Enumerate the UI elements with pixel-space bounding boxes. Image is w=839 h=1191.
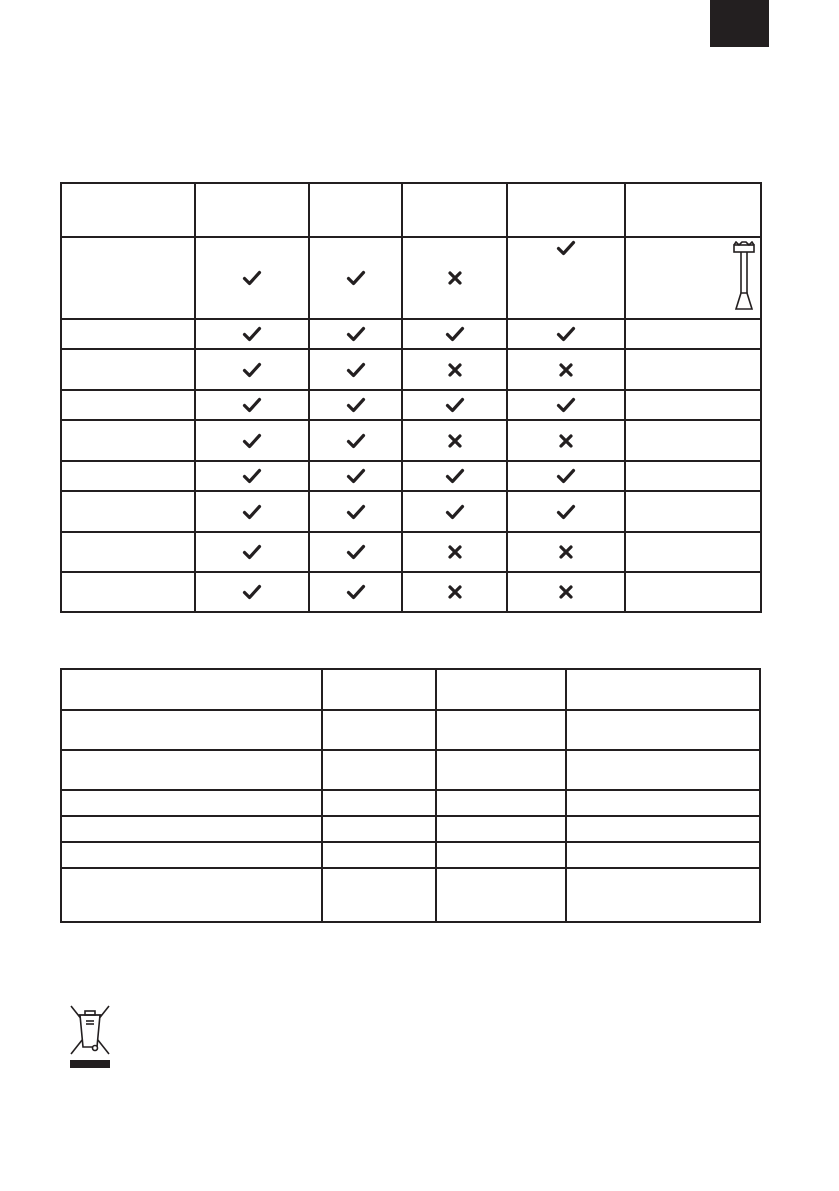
compat-cell: [507, 572, 625, 612]
compat-cell: [402, 319, 507, 349]
specs-cell: [436, 710, 566, 750]
compat-cell: [625, 237, 761, 319]
cross-icon: [445, 542, 465, 562]
compat-cell: [625, 319, 761, 349]
compat-row: [61, 491, 761, 532]
compat-row: [61, 420, 761, 461]
specs-cell: [322, 790, 436, 816]
specs-cell: [436, 669, 566, 710]
specs-cell: [566, 842, 760, 868]
specs-cell: [61, 842, 322, 868]
compat-cell: [61, 491, 195, 532]
compat-cell: [61, 532, 195, 572]
specs-cell: [322, 710, 436, 750]
compat-cell: [195, 461, 309, 491]
check-icon: [242, 582, 262, 602]
attachment-compatibility-table: [60, 182, 762, 613]
check-icon: [242, 502, 262, 522]
compat-cell: [507, 349, 625, 390]
specs-cell: [61, 816, 322, 842]
check-icon: [242, 431, 262, 451]
check-icon: [445, 466, 465, 486]
compat-row: [61, 319, 761, 349]
check-icon: [346, 431, 366, 451]
specs-row: [61, 816, 760, 842]
specs-row: [61, 750, 760, 790]
compat-cell: [625, 420, 761, 461]
compat-cell: [61, 183, 195, 237]
compat-cell: [309, 572, 402, 612]
compat-row: [61, 390, 761, 420]
compat-cell: [195, 491, 309, 532]
check-icon: [346, 268, 366, 288]
compat-cell: [195, 183, 309, 237]
compat-cell: [507, 491, 625, 532]
weee-crossed-bin-icon: [68, 1004, 112, 1068]
check-icon: [242, 324, 262, 344]
compat-cell: [402, 461, 507, 491]
specs-cell: [566, 790, 760, 816]
compat-cell: [625, 532, 761, 572]
compat-cell: [309, 319, 402, 349]
compat-cell: [61, 237, 195, 319]
check-icon: [556, 395, 576, 415]
specs-row: [61, 790, 760, 816]
compat-cell: [402, 491, 507, 532]
cross-icon: [445, 268, 465, 288]
compat-cell: [309, 491, 402, 532]
compat-cell: [507, 237, 625, 319]
specs-cell: [61, 669, 322, 710]
specs-cell: [436, 868, 566, 922]
compat-cell: [61, 461, 195, 491]
compat-cell: [61, 420, 195, 461]
check-icon: [556, 238, 576, 258]
compat-cell: [402, 532, 507, 572]
compat-cell: [61, 319, 195, 349]
compat-cell: [402, 183, 507, 237]
specs-cell: [566, 750, 760, 790]
compat-row: [61, 572, 761, 612]
compat-cell: [309, 183, 402, 237]
compat-cell: [507, 420, 625, 461]
specs-cell: [322, 669, 436, 710]
compat-cell: [507, 183, 625, 237]
compat-cell: [195, 420, 309, 461]
compat-cell: [507, 390, 625, 420]
specs-cell: [566, 710, 760, 750]
specifications-table: [60, 668, 761, 923]
specs-row: [61, 842, 760, 868]
specs-cell: [322, 842, 436, 868]
check-icon: [242, 360, 262, 380]
specs-cell: [322, 750, 436, 790]
specs-cell: [566, 669, 760, 710]
compat-cell: [625, 390, 761, 420]
compat-cell: [309, 237, 402, 319]
compat-cell: [625, 572, 761, 612]
cross-icon: [556, 542, 576, 562]
specs-cell: [322, 816, 436, 842]
compat-cell: [625, 183, 761, 237]
compat-cell: [195, 319, 309, 349]
compat-cell: [309, 420, 402, 461]
compat-cell: [195, 532, 309, 572]
language-tab: [710, 0, 769, 47]
specs-cell: [61, 710, 322, 750]
specs-header-row: [61, 669, 760, 710]
stick-blender-icon: [732, 241, 756, 313]
specs-cell: [436, 750, 566, 790]
cross-icon: [445, 360, 465, 380]
compat-cell: [195, 349, 309, 390]
check-icon: [346, 466, 366, 486]
compat-cell: [507, 461, 625, 491]
compat-cell: [61, 390, 195, 420]
compat-cell: [625, 461, 761, 491]
check-icon: [445, 395, 465, 415]
specs-cell: [436, 842, 566, 868]
check-icon: [242, 542, 262, 562]
specs-cell: [61, 868, 322, 922]
compat-cell: [402, 390, 507, 420]
check-icon: [242, 268, 262, 288]
compat-cell: [507, 319, 625, 349]
compat-cell: [309, 532, 402, 572]
specs-cell: [566, 816, 760, 842]
compat-cell: [402, 349, 507, 390]
check-icon: [556, 324, 576, 344]
compat-cell: [195, 390, 309, 420]
specs-cell: [436, 790, 566, 816]
compat-row: [61, 532, 761, 572]
compat-cell: [402, 237, 507, 319]
compat-cell: [507, 532, 625, 572]
check-icon: [346, 360, 366, 380]
compat-cell: [195, 572, 309, 612]
check-icon: [346, 395, 366, 415]
cross-icon: [445, 582, 465, 602]
check-icon: [445, 324, 465, 344]
check-icon: [346, 324, 366, 344]
compat-cell: [61, 572, 195, 612]
compat-row: [61, 349, 761, 390]
cross-icon: [556, 582, 576, 602]
check-icon: [346, 502, 366, 522]
compat-cell: [402, 420, 507, 461]
compat-row: [61, 237, 761, 319]
compat-row: [61, 461, 761, 491]
specs-cell: [436, 816, 566, 842]
cross-icon: [556, 431, 576, 451]
check-icon: [242, 395, 262, 415]
compat-cell: [625, 491, 761, 532]
cross-icon: [556, 360, 576, 380]
specs-cell: [566, 868, 760, 922]
compat-cell: [309, 390, 402, 420]
compat-cell: [309, 349, 402, 390]
compat-cell: [195, 237, 309, 319]
compat-cell: [309, 461, 402, 491]
check-icon: [556, 502, 576, 522]
specs-row: [61, 710, 760, 750]
check-icon: [242, 466, 262, 486]
compat-cell: [61, 349, 195, 390]
check-icon: [346, 582, 366, 602]
specs-cell: [61, 750, 322, 790]
compat-header-row: [61, 183, 761, 237]
compat-cell: [625, 349, 761, 390]
specs-cell: [61, 790, 322, 816]
check-icon: [556, 466, 576, 486]
cross-icon: [445, 431, 465, 451]
specs-row: [61, 868, 760, 922]
check-icon: [445, 502, 465, 522]
compat-cell: [402, 572, 507, 612]
check-icon: [346, 542, 366, 562]
specs-cell: [322, 868, 436, 922]
